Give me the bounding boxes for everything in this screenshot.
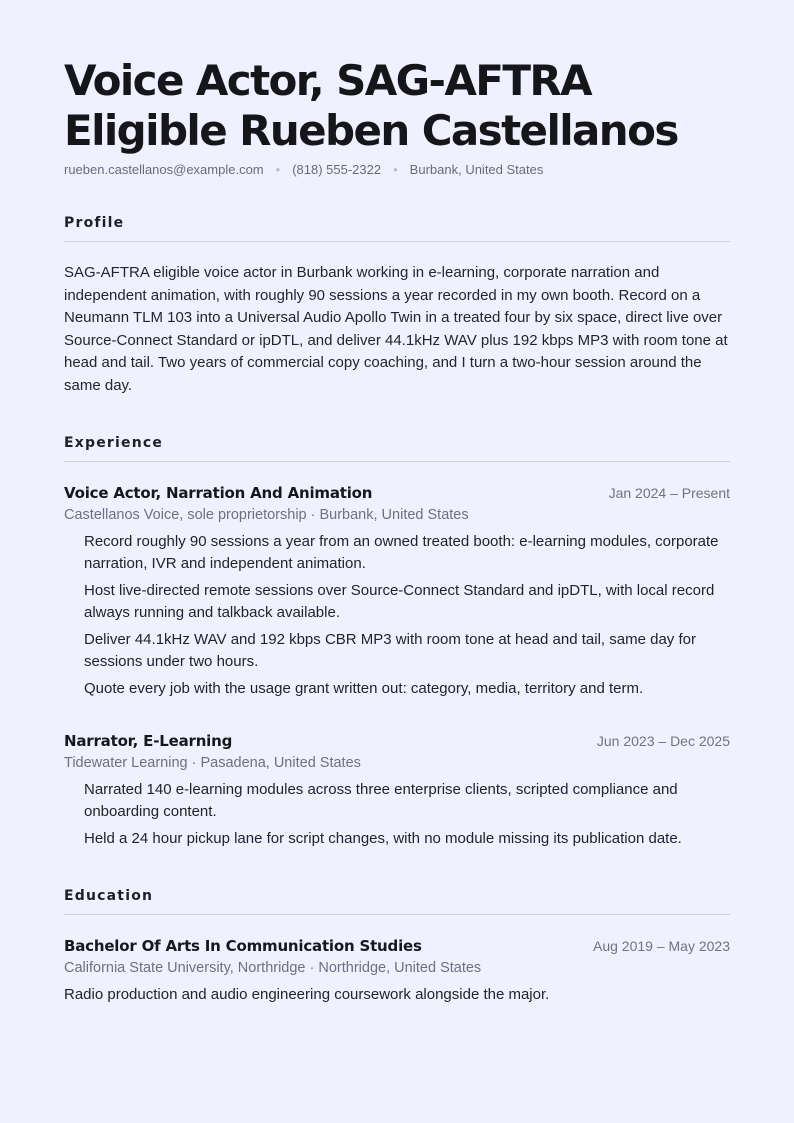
job-entry — [64, 484, 730, 700]
contact-phone[interactable]: (818) 555-2322 — [292, 162, 382, 177]
job-bullet: Quote every job with the usage grant written out: category, media, territory and term. — [84, 680, 644, 697]
contact-separator: • — [393, 162, 398, 177]
job-bullet: Narrated 140 e-learning modules across three enterprise clients, scripted compliance and onboarding content. — [84, 781, 678, 820]
job-title: Narrator, E-Learning — [64, 732, 233, 750]
job-organization: Tidewater Learning · Pasadena, United States — [64, 755, 361, 771]
contact-line — [64, 162, 730, 177]
job-organization: Castellanos Voice, sole proprietorship · Burbank, United States — [64, 507, 469, 523]
job-header — [64, 484, 730, 502]
job-bullet: Record roughly 90 sessions a year from an owned treated booth: e-learning modules, corporate narration, IVR and independent animation. — [84, 533, 719, 572]
job-dates: Jun 2023 – Dec 2025 — [596, 733, 730, 749]
job-entry — [64, 732, 730, 850]
job-bullets — [64, 779, 730, 850]
experience-section — [64, 435, 730, 850]
contact-location: Burbank, United States — [409, 162, 544, 177]
education-institution: California State University, Northridge · Northridge, United States — [64, 960, 482, 976]
candidate-name: Voice Actor, SAG-AFTRA Eligible Rueben Castellanos — [64, 56, 678, 155]
job-bullets — [64, 531, 730, 700]
job-bullet: Held a 24 hour pickup lane for script changes, with no module missing its publication date. — [84, 830, 682, 847]
education-description: Radio production and audio engineering coursework alongside the major. — [64, 986, 550, 1003]
profile-summary: SAG-AFTRA eligible voice actor in Burbank working in e-learning, corporate narration and independent animation, with roughly 90 sessions a year recorded in my own booth. Record on a Neumann TLM 103 into a Universal Audio Apollo Twin in a treated four by six space, direct live over Source-Connect Standard or ipDTL, and deliver 44.1kHz WAV plus 192 kbps MP3 with room tone at head and tail. Two years of commercial copy coaching, and I turn a two-hour session around the same day. — [64, 264, 728, 394]
education-entry — [64, 937, 730, 1006]
job-title: Voice Actor, Narration And Animation — [64, 484, 373, 502]
job-bullet: Host live-directed remote sessions over Source-Connect Standard and ipDTL, with local record always running and talkback available. — [84, 582, 715, 621]
degree-title: Bachelor Of Arts In Communication Studies — [64, 937, 422, 955]
profile-section — [64, 215, 730, 397]
section-heading-profile: Profile — [64, 215, 730, 242]
education-dates: Aug 2019 – May 2023 — [593, 938, 730, 954]
section-heading-experience: Experience — [64, 435, 730, 462]
education-header — [64, 937, 730, 955]
contact-email[interactable]: rueben.castellanos@example.com — [64, 162, 264, 177]
section-heading-education: Education — [64, 888, 730, 915]
job-bullet: Deliver 44.1kHz WAV and 192 kbps CBR MP3 with room tone at head and tail, same day for sessions under two hours. — [84, 631, 696, 670]
contact-separator: • — [275, 162, 281, 177]
education-section — [64, 888, 730, 1006]
job-dates: Jan 2024 – Present — [608, 485, 730, 501]
job-header — [64, 732, 730, 750]
